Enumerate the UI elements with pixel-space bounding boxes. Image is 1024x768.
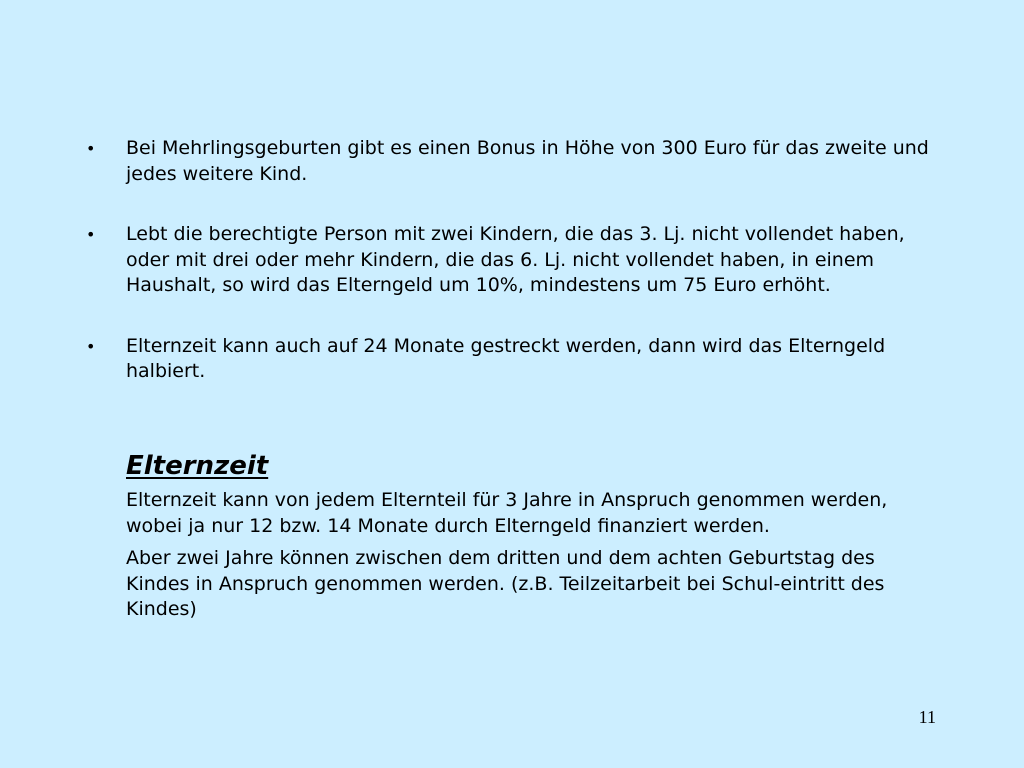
bullet-icon: •	[86, 139, 96, 158]
bullet-item-sibling-bonus	[86, 222, 946, 299]
section-elternzeit	[126, 448, 946, 623]
section-paragraph-entitlement: Elternzeit kann von jedem Elternteil für 3 Jahre in Anspruch genommen werden, wobei ja nur 12 bzw. 14 Monate durch Elterngeld finanziert werden.	[126, 489, 888, 537]
section-paragraph-transfer: Aber zwei Jahre können zwischen dem dritten und dem achten Geburtstag des Kindes in Anspruch genommen werden. (z.B. Teilzeitarbeit bei Schul-eintritt des Kindes)	[126, 547, 885, 620]
bullet-icon: •	[86, 336, 96, 356]
page-number: 11	[918, 707, 936, 727]
bullet-item-multiple-births	[86, 136, 946, 187]
bullet-item-extended-leave	[86, 334, 946, 385]
bullet-text: Elternzeit kann auch auf 24 Monate gestreckt werden, dann wird das Elterngeld halbiert.	[126, 334, 886, 382]
bullet-icon: •	[86, 225, 96, 244]
bullet-list	[86, 136, 946, 420]
bullet-text: Lebt die berechtigte Person mit zwei Kindern, die das 3. Lj. nicht vollendet haben, oder mit drei oder mehr Kindern, die das 6. Lj. nicht vollendet haben, in einem Haushalt, so wird das Elterngeld um 10%, mindestens um 75 Euro erhöht.	[126, 223, 905, 296]
section-heading: Elternzeit	[126, 451, 269, 481]
bullet-text: Bei Mehrlingsgeburten gibt es einen Bonus in Höhe von 300 Euro für das zweite und jedes weitere Kind.	[126, 137, 929, 185]
